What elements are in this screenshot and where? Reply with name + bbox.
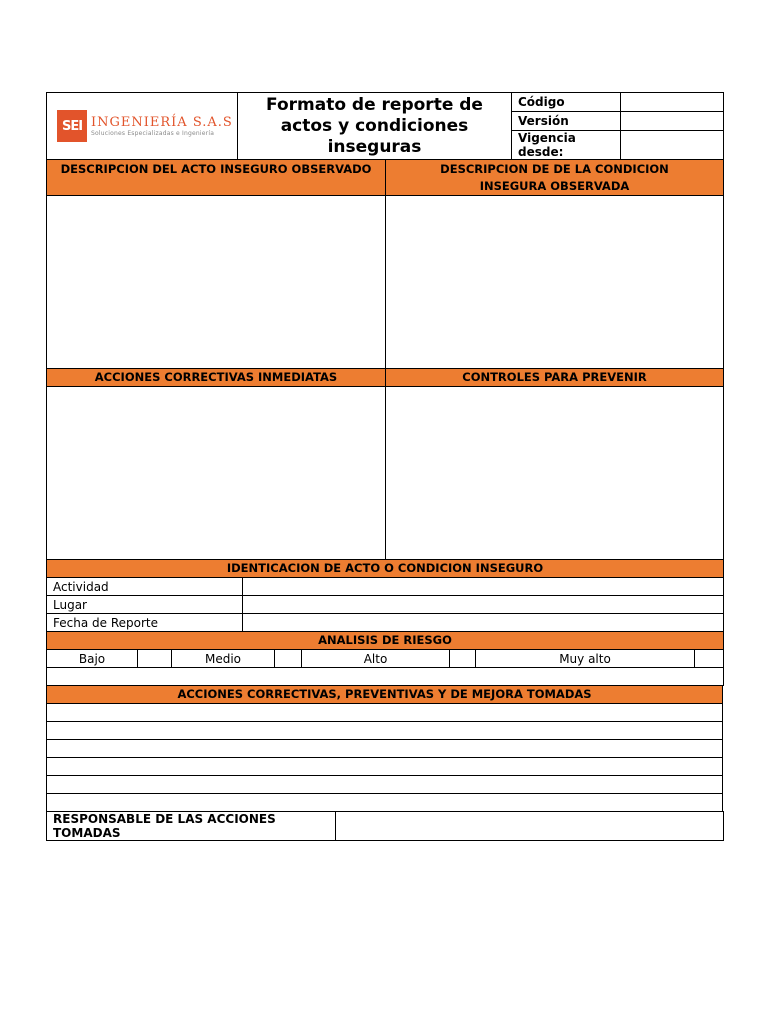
codigo-value[interactable] bbox=[621, 93, 724, 112]
analisis-riesgo-section bbox=[46, 631, 724, 686]
lugar-field[interactable] bbox=[243, 596, 724, 614]
lugar-label: Lugar bbox=[47, 596, 243, 614]
form-header bbox=[46, 92, 724, 160]
risk-bajo-label: Bajo bbox=[47, 650, 138, 668]
acciones-tomadas-line[interactable] bbox=[47, 758, 723, 776]
acciones-inmediatas-header: ACCIONES CORRECTIVAS INMEDIATAS bbox=[47, 369, 386, 387]
logo-cell bbox=[47, 93, 238, 160]
acciones-tomadas-line[interactable] bbox=[47, 794, 723, 812]
acciones-tomadas-section bbox=[46, 685, 723, 812]
risk-muy-alto-checkbox[interactable] bbox=[695, 650, 724, 668]
condicion-insegura-header: DESCRIPCION DE DE LA CONDICION INSEGURA OBSERVADA bbox=[386, 160, 724, 196]
condicion-insegura-field[interactable] bbox=[386, 196, 724, 369]
risk-bajo-checkbox[interactable] bbox=[138, 650, 172, 668]
vigencia-value[interactable] bbox=[621, 131, 724, 160]
identificacion-section bbox=[46, 559, 724, 632]
acciones-tomadas-header: ACCIONES CORRECTIVAS, PREVENTIVAS Y DE MEJORA TOMADAS bbox=[47, 686, 723, 704]
actividad-field[interactable] bbox=[243, 578, 724, 596]
vigencia-label: Vigencia desde: bbox=[512, 131, 621, 160]
logo-mark-icon: SEI bbox=[57, 110, 87, 142]
fecha-reporte-field[interactable] bbox=[243, 614, 724, 632]
controles-header: CONTROLES PARA PREVENIR bbox=[386, 369, 724, 387]
responsable-section bbox=[46, 811, 724, 841]
fecha-reporte-label: Fecha de Reporte bbox=[47, 614, 243, 632]
risk-medio-label: Medio bbox=[172, 650, 275, 668]
acciones-tomadas-line[interactable] bbox=[47, 740, 723, 758]
company-logo bbox=[47, 94, 237, 158]
risk-spacer-row bbox=[47, 668, 724, 686]
acciones-tomadas-line[interactable] bbox=[47, 704, 723, 722]
acto-inseguro-field[interactable] bbox=[47, 196, 386, 369]
logo-name: INGENIERÍA S.A.S bbox=[91, 115, 233, 130]
version-value[interactable] bbox=[621, 112, 724, 131]
description-section bbox=[46, 159, 724, 560]
codigo-label: Código bbox=[512, 93, 621, 112]
acto-inseguro-header: DESCRIPCION DEL ACTO INSEGURO OBSERVADO bbox=[47, 160, 386, 196]
risk-medio-checkbox[interactable] bbox=[275, 650, 302, 668]
identificacion-header: IDENTICACION DE ACTO O CONDICION INSEGURO bbox=[47, 560, 724, 578]
risk-alto-checkbox[interactable] bbox=[450, 650, 476, 668]
responsable-field[interactable] bbox=[336, 812, 724, 841]
responsable-label: RESPONSABLE DE LAS ACCIONES TOMADAS bbox=[47, 812, 336, 841]
acciones-tomadas-line[interactable] bbox=[47, 776, 723, 794]
form-title: Formato de reporte de actos y condiciones inseguras bbox=[238, 93, 512, 160]
report-form bbox=[46, 92, 723, 841]
controles-field[interactable] bbox=[386, 387, 724, 560]
actividad-label: Actividad bbox=[47, 578, 243, 596]
version-label: Versión bbox=[512, 112, 621, 131]
logo-tagline: Soluciones Especializadas e Ingeniería bbox=[91, 130, 215, 137]
acciones-inmediatas-field[interactable] bbox=[47, 387, 386, 560]
risk-muy-alto-label: Muy alto bbox=[476, 650, 695, 668]
acciones-tomadas-line[interactable] bbox=[47, 722, 723, 740]
risk-alto-label: Alto bbox=[302, 650, 450, 668]
analisis-riesgo-header: ANALISIS DE RIESGO bbox=[47, 632, 724, 650]
